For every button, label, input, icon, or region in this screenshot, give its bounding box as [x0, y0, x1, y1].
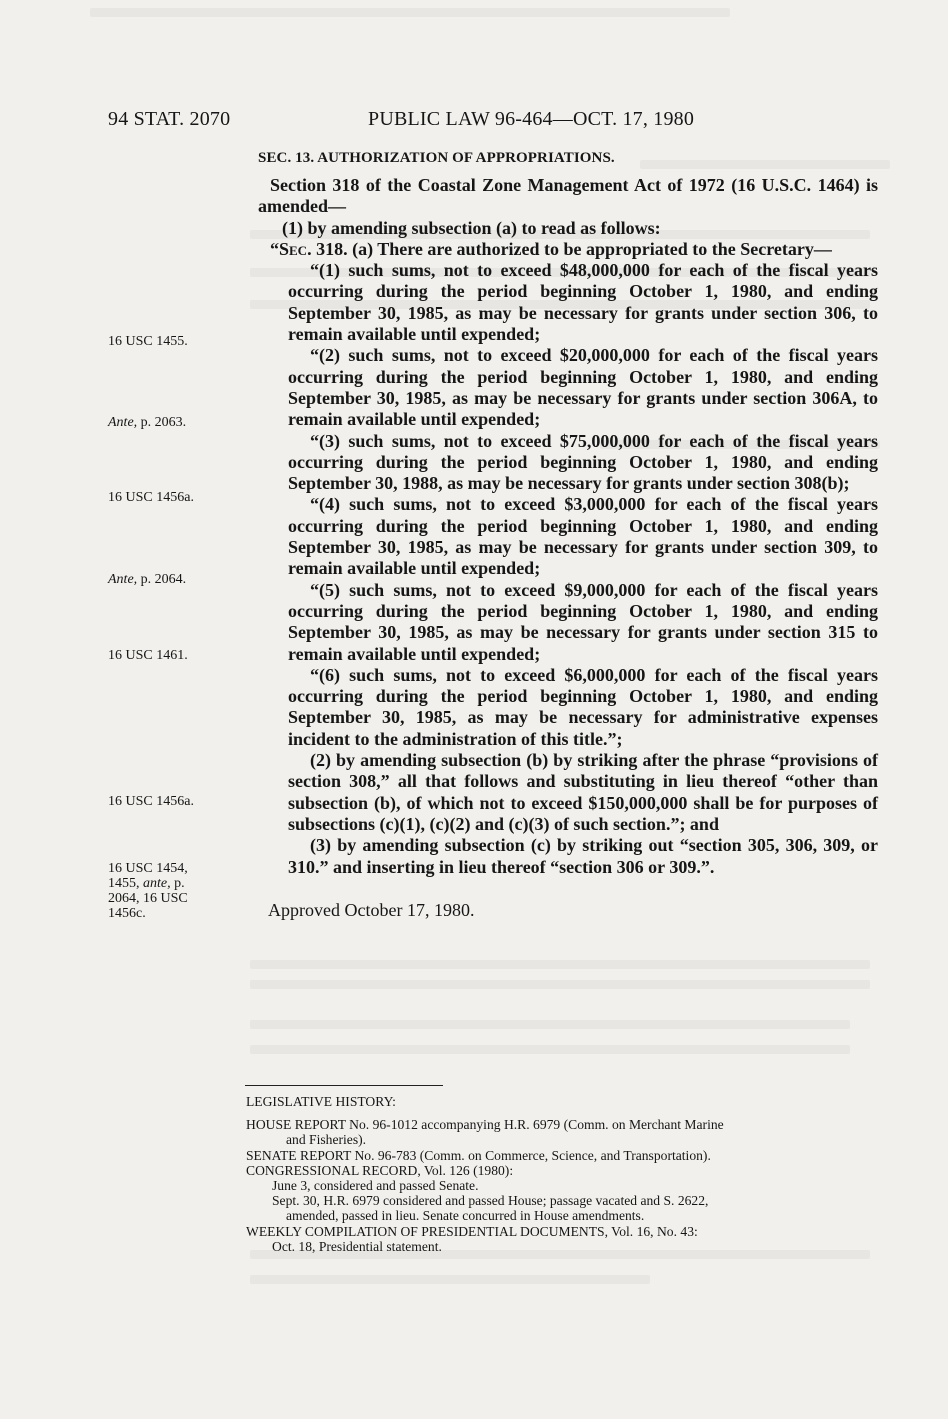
quoted-subsection-a: [258, 239, 878, 260]
list-item: “(3) such sums, not to exceed $75,000,000 for each of the fiscal years occurring during the period beginning October 1, 1980, and ending September 30, 1988, as may be necessary for grants under section 308(b);: [288, 430, 878, 494]
record-entry: June 3, considered and passed Senate.: [272, 1178, 479, 1194]
margin-note: 16 USC 1456a.: [108, 794, 194, 809]
legislative-history: [246, 1094, 876, 1254]
margin-note-line: 16 USC 1454,: [108, 861, 188, 876]
margin-note: 16 USC 1455.: [108, 334, 188, 349]
divider: [245, 1085, 443, 1086]
clause-3: (3) by amending subsection (c) by striking out “section 305, 306, 309, or 310.” and inserting in lieu thereof “section 306 or 309.”.: [288, 835, 878, 877]
approval-date: Approved October 17, 1980.: [268, 900, 475, 920]
quote-prefix: “S: [270, 238, 290, 259]
list-item: “(1) such sums, not to exceed $48,000,000 for each of the fiscal years occurring during the period beginning October 1, 1980, and ending September 30, 1985, as may be necessary for grants under section 306, to remain available until expended;: [288, 260, 878, 345]
section-body: [258, 175, 878, 878]
clause-1: (1) by amending subsection (a) to read as follows:: [282, 217, 661, 238]
margin-note-text: p. 2063.: [137, 415, 187, 430]
law-title: PUBLIC LAW 96-464—OCT. 17, 1980: [368, 108, 695, 130]
weekly-compilation-cont: Oct. 18, Presidential statement.: [272, 1238, 442, 1254]
margin-note-italic: Ante,: [108, 572, 138, 587]
margin-note-italic: Ante,: [108, 415, 138, 430]
section-intro: Section 318 of the Coastal Zone Management Act of 1972 (16 U.S.C. 1464) is amended—: [258, 175, 878, 217]
margin-note: 16 USC 1461.: [108, 648, 188, 663]
congressional-record: CONGRESSIONAL RECORD, Vol. 126 (1980):: [246, 1162, 514, 1178]
legislative-history-heading: LEGISLATIVE HISTORY:: [246, 1094, 396, 1109]
appropriations-list: [258, 260, 878, 750]
margin-note: [108, 861, 218, 921]
stat-page-number: 94 STAT. 2070: [108, 108, 231, 130]
margin-note-line: 1456c.: [108, 906, 146, 921]
list-item: “(2) such sums, not to exceed $20,000,000 for each of the fiscal years occurring during the period beginning October 1, 1980, and ending September 30, 1985, as may be necessary for grants under section 306A, to remain available until expended;: [288, 345, 878, 430]
list-item: “(4) such sums, not to exceed $3,000,000 for each of the fiscal years occurring during the period beginning October 1, 1980, and ending September 30, 1985, as may be necessary for grants under section 309, to remain available until expended;: [288, 494, 878, 579]
section-heading: SEC. 13. AUTHORIZATION OF APPROPRIATIONS.: [258, 150, 615, 166]
house-report: HOUSE REPORT No. 96-1012 accompanying H.R. 6979 (Comm. on Merchant Marine: [246, 1117, 724, 1133]
margin-note-line: 2064, 16 USC: [108, 891, 188, 906]
record-entry: Sept. 30, H.R. 6979 considered and passed House; passage vacated and S. 2622,: [272, 1193, 709, 1209]
list-item: “(5) such sums, not to exceed $9,000,000 for each of the fiscal years occurring during the period beginning October 1, 1980, and ending September 30, 1985, as may be necessary for grants under section 315 to remain available until expended;: [288, 579, 878, 664]
house-report-cont: and Fisheries).: [286, 1132, 367, 1148]
margin-note: [108, 415, 218, 430]
margin-note-text: p. 2064.: [137, 572, 187, 587]
list-item: “(6) such sums, not to exceed $6,000,000 for each of the fiscal years occurring during the period beginning October 1, 1980, and ending September 30, 1985, as may be necessary for administrative expenses incident to the administration of this title.”;: [288, 664, 878, 749]
margin-note: 16 USC 1456a.: [108, 490, 194, 505]
weekly-compilation: WEEKLY COMPILATION OF PRESIDENTIAL DOCUMENTS, Vol. 16, No. 43:: [246, 1223, 698, 1239]
record-entry-cont: amended, passed in lieu. Senate concurred in House amendments.: [286, 1208, 645, 1224]
quote-rest: . 318. (a) There are authorized to be appropriated to the Secretary—: [307, 238, 832, 259]
page-header: [108, 108, 768, 136]
senate-report: SENATE REPORT No. 96-783 (Comm. on Commerce, Science, and Transportation).: [246, 1147, 711, 1163]
clause-2: (2) by amending subsection (b) by striking after the phrase “provisions of section 308,” all that follows and substituting in lieu thereof “other than subsection (b), of which not to exceed $150,000,000 shall be for purposes of subsections (c)(1), (c)(2) and (c)(3) of such section.”; and: [288, 750, 878, 834]
margin-note-line: 1455, ante, p.: [108, 876, 185, 891]
quote-smallcaps: ec: [289, 238, 308, 259]
margin-note: [108, 572, 218, 587]
